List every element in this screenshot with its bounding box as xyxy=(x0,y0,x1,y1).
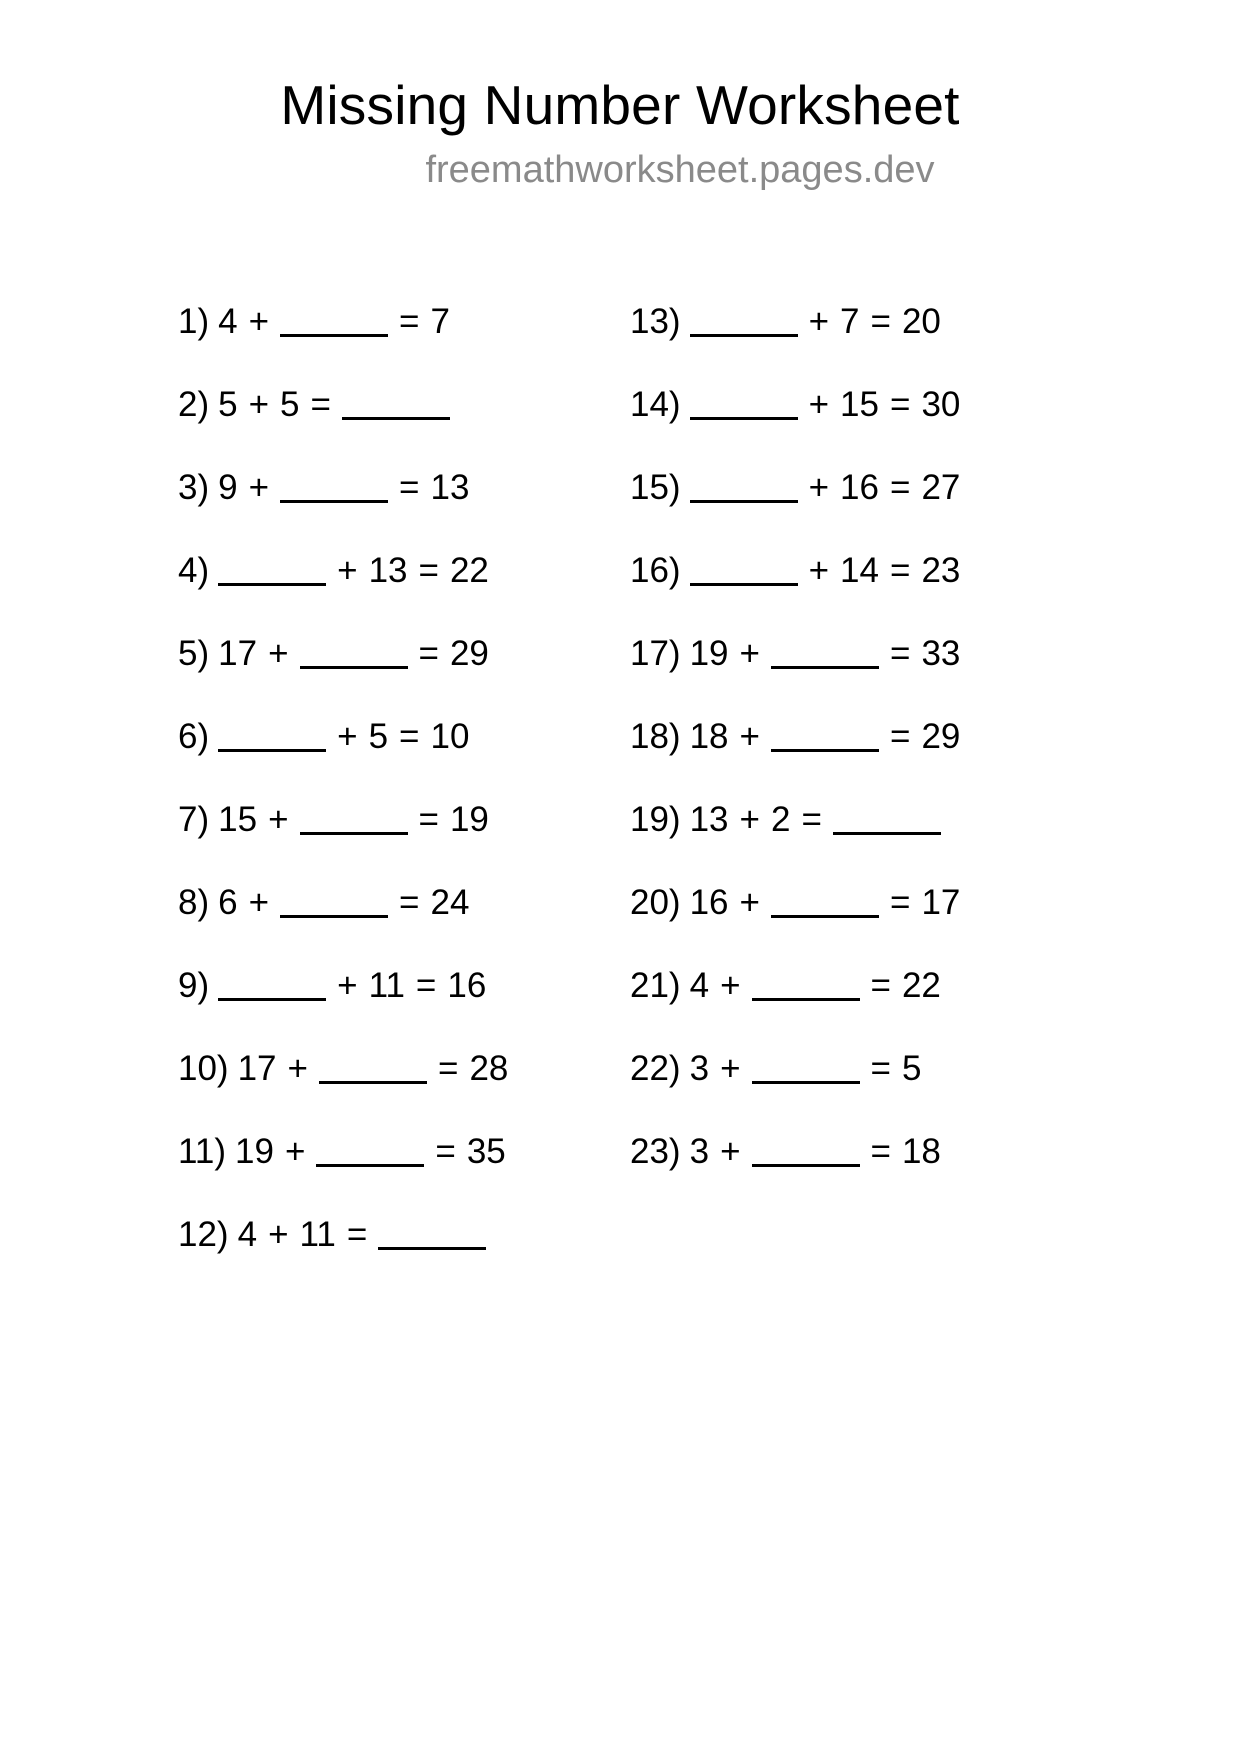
problem-row xyxy=(630,466,961,549)
equals-operator: = xyxy=(801,800,822,839)
problem-expression xyxy=(218,383,461,427)
problem-row xyxy=(178,466,470,549)
operand-result: 28 xyxy=(469,1049,509,1088)
plus-operator: + xyxy=(287,1049,308,1088)
answer-blank-first[interactable] xyxy=(218,719,326,752)
operand-first: 18 xyxy=(689,717,729,756)
operand-first: 19 xyxy=(235,1132,274,1171)
operand-result: 18 xyxy=(901,1132,941,1171)
problem-row xyxy=(630,1047,955,1130)
problem-number: 22) xyxy=(630,1049,681,1088)
problem-expression xyxy=(218,715,480,759)
worksheet-header xyxy=(0,0,1240,192)
answer-blank-second[interactable] xyxy=(771,636,879,669)
plus-operator: + xyxy=(720,1132,741,1171)
problem-number: 6) xyxy=(178,717,210,756)
problem-row xyxy=(630,881,961,964)
operand-first: 17 xyxy=(218,634,258,673)
problem-expression xyxy=(690,798,952,842)
problem-row xyxy=(630,798,955,881)
plus-operator: + xyxy=(337,717,358,756)
answer-blank-second[interactable] xyxy=(280,470,388,503)
operand-result: 19 xyxy=(449,800,489,839)
plus-operator: + xyxy=(248,302,270,341)
problem-row xyxy=(178,881,470,964)
plus-operator: + xyxy=(248,385,270,424)
problem-row xyxy=(178,632,489,715)
problem-expression xyxy=(218,300,461,344)
answer-blank-second[interactable] xyxy=(319,1051,427,1084)
operand-result: 20 xyxy=(901,302,941,341)
equals-operator: = xyxy=(889,717,911,756)
operand-result: 22 xyxy=(449,551,489,590)
problem-number: 8) xyxy=(178,883,210,922)
problem-row xyxy=(630,632,961,715)
operand-result: 10 xyxy=(430,717,470,756)
site-attribution: freemathworksheet.pages.dev xyxy=(425,149,935,191)
operand-first: 17 xyxy=(237,1049,277,1088)
operand-first: 16 xyxy=(689,883,729,922)
problem-row xyxy=(630,549,961,632)
problem-expression xyxy=(690,383,972,427)
equals-operator: = xyxy=(435,1132,456,1171)
equals-operator: = xyxy=(418,800,439,839)
problem-row xyxy=(630,300,955,383)
page-title: Missing Number Worksheet xyxy=(280,74,960,136)
equals-operator: = xyxy=(889,634,911,673)
answer-blank-result[interactable] xyxy=(378,1217,486,1250)
problem-expression xyxy=(690,549,972,593)
answer-blank-first[interactable] xyxy=(690,470,798,503)
plus-operator: + xyxy=(337,966,358,1005)
problem-row xyxy=(630,1130,955,1213)
equals-operator: = xyxy=(870,1132,891,1171)
equals-operator: = xyxy=(346,1215,368,1254)
problem-number: 16) xyxy=(630,551,681,590)
operand-second: 15 xyxy=(840,385,879,424)
operand-result: 23 xyxy=(921,551,961,590)
plus-operator: + xyxy=(739,800,760,839)
plus-operator: + xyxy=(720,1049,741,1088)
plus-operator: + xyxy=(248,468,270,507)
problem-number: 15) xyxy=(630,468,681,507)
answer-blank-second[interactable] xyxy=(771,885,879,918)
problem-row xyxy=(630,715,961,798)
equals-operator: = xyxy=(870,302,891,341)
plus-operator: + xyxy=(808,468,830,507)
problem-expression xyxy=(690,964,952,1008)
right-column xyxy=(455,300,961,1213)
problem-expression xyxy=(218,466,480,510)
operand-first: 4 xyxy=(689,966,710,1005)
operand-first: 6 xyxy=(218,883,238,922)
equals-operator: = xyxy=(399,883,420,922)
plus-operator: + xyxy=(268,634,289,673)
operand-second: 14 xyxy=(840,551,879,590)
problem-number: 12) xyxy=(178,1215,229,1254)
problem-row xyxy=(630,964,955,1047)
equals-operator: = xyxy=(418,634,439,673)
plus-operator: + xyxy=(808,385,830,424)
problem-number: 2) xyxy=(178,385,210,424)
equals-operator: = xyxy=(889,883,911,922)
plus-operator: + xyxy=(739,717,760,756)
problem-row xyxy=(178,300,455,383)
left-column xyxy=(0,300,509,1296)
problem-row xyxy=(178,1047,509,1130)
answer-blank-first[interactable] xyxy=(218,968,326,1001)
plus-operator: + xyxy=(337,551,358,590)
problem-number: 19) xyxy=(630,800,681,839)
equals-operator: = xyxy=(415,966,437,1005)
problem-number: 20) xyxy=(630,883,681,922)
operand-result: 13 xyxy=(430,468,470,507)
plus-operator: + xyxy=(808,302,830,341)
problem-row xyxy=(178,964,487,1047)
answer-blank-result[interactable] xyxy=(833,802,941,835)
equals-operator: = xyxy=(399,468,420,507)
problem-number: 11) xyxy=(178,1132,226,1171)
problem-number: 14) xyxy=(630,385,681,424)
problem-number: 3) xyxy=(178,468,210,507)
operand-result: 35 xyxy=(466,1132,506,1171)
answer-blank-second[interactable] xyxy=(771,719,879,752)
operand-result: 17 xyxy=(921,883,961,922)
problem-expression xyxy=(690,1130,952,1174)
problem-expression xyxy=(238,1213,498,1257)
operand-first: 19 xyxy=(689,634,729,673)
problem-number: 23) xyxy=(630,1132,681,1171)
problem-row xyxy=(178,383,455,466)
answer-blank-second[interactable] xyxy=(752,1051,860,1084)
problem-expression xyxy=(690,300,952,344)
problem-number: 21) xyxy=(630,966,681,1005)
problem-expression xyxy=(690,881,972,925)
problem-expression xyxy=(690,715,972,759)
problem-expression xyxy=(690,466,972,510)
equals-operator: = xyxy=(870,966,891,1005)
plus-operator: + xyxy=(808,551,830,590)
problem-row xyxy=(178,1213,455,1296)
operand-first: 9 xyxy=(218,468,238,507)
plus-operator: + xyxy=(739,634,760,673)
problem-expression xyxy=(690,632,972,676)
operand-second: 16 xyxy=(840,468,879,507)
operand-first: 15 xyxy=(218,800,258,839)
plus-operator: + xyxy=(284,1132,306,1171)
operand-first: 3 xyxy=(689,1049,710,1088)
problem-number: 1) xyxy=(178,302,210,341)
equals-operator: = xyxy=(889,385,911,424)
operand-result: 24 xyxy=(430,883,470,922)
operand-result: 16 xyxy=(447,966,487,1005)
problem-row xyxy=(178,715,470,798)
equals-operator: = xyxy=(889,468,911,507)
plus-operator: + xyxy=(739,883,760,922)
problem-expression xyxy=(690,1047,933,1091)
operand-second: 2 xyxy=(770,800,791,839)
operand-first: 3 xyxy=(689,1132,710,1171)
plus-operator: + xyxy=(720,966,741,1005)
equals-operator: = xyxy=(399,717,420,756)
operand-result: 30 xyxy=(921,385,961,424)
operand-result: 22 xyxy=(901,966,941,1005)
plus-operator: + xyxy=(268,800,289,839)
problem-number: 17) xyxy=(630,634,681,673)
answer-blank-second[interactable] xyxy=(300,802,408,835)
operand-second: 7 xyxy=(840,302,860,341)
answer-blank-first[interactable] xyxy=(690,553,798,586)
equals-operator: = xyxy=(418,551,439,590)
answer-blank-second[interactable] xyxy=(300,636,408,669)
answer-blank-second[interactable] xyxy=(280,304,388,337)
problem-number: 18) xyxy=(630,717,681,756)
plus-operator: + xyxy=(268,1215,289,1254)
operand-first: 4 xyxy=(237,1215,258,1254)
operand-result: 29 xyxy=(921,717,961,756)
operand-first: 13 xyxy=(689,800,729,839)
equals-operator: = xyxy=(437,1049,459,1088)
operand-second: 5 xyxy=(368,717,389,756)
equals-operator: = xyxy=(399,302,420,341)
problem-number: 10) xyxy=(178,1049,229,1088)
problem-number: 13) xyxy=(630,302,681,341)
equals-operator: = xyxy=(870,1049,891,1088)
answer-blank-first[interactable] xyxy=(690,387,798,420)
operand-first: 5 xyxy=(218,385,238,424)
equals-operator: = xyxy=(310,385,331,424)
problem-number: 4) xyxy=(178,551,210,590)
operand-result: 7 xyxy=(430,302,450,341)
problem-number: 5) xyxy=(178,634,210,673)
operand-result: 27 xyxy=(921,468,961,507)
problem-row xyxy=(630,383,961,466)
operand-result: 29 xyxy=(449,634,489,673)
answer-blank-second[interactable] xyxy=(280,885,388,918)
problem-row xyxy=(178,549,489,632)
problem-row xyxy=(178,1130,506,1213)
answer-blank-second[interactable] xyxy=(752,1134,860,1167)
problems-area xyxy=(0,300,1240,1296)
plus-operator: + xyxy=(248,883,270,922)
operand-second: 11 xyxy=(299,1215,336,1254)
operand-result: 33 xyxy=(921,634,961,673)
answer-blank-first[interactable] xyxy=(218,553,326,586)
operand-first: 4 xyxy=(218,302,238,341)
operand-second: 13 xyxy=(368,551,408,590)
answer-blank-first[interactable] xyxy=(690,304,798,337)
problem-row xyxy=(178,798,489,881)
problem-number: 9) xyxy=(178,966,210,1005)
operand-second: 5 xyxy=(280,385,300,424)
operand-result: 5 xyxy=(901,1049,922,1088)
operand-second: 11 xyxy=(368,966,405,1005)
problem-expression xyxy=(218,881,480,925)
equals-operator: = xyxy=(889,551,911,590)
answer-blank-second[interactable] xyxy=(316,1134,424,1167)
problem-number: 7) xyxy=(178,800,210,839)
answer-blank-second[interactable] xyxy=(752,968,860,1001)
answer-blank-result[interactable] xyxy=(342,387,450,420)
